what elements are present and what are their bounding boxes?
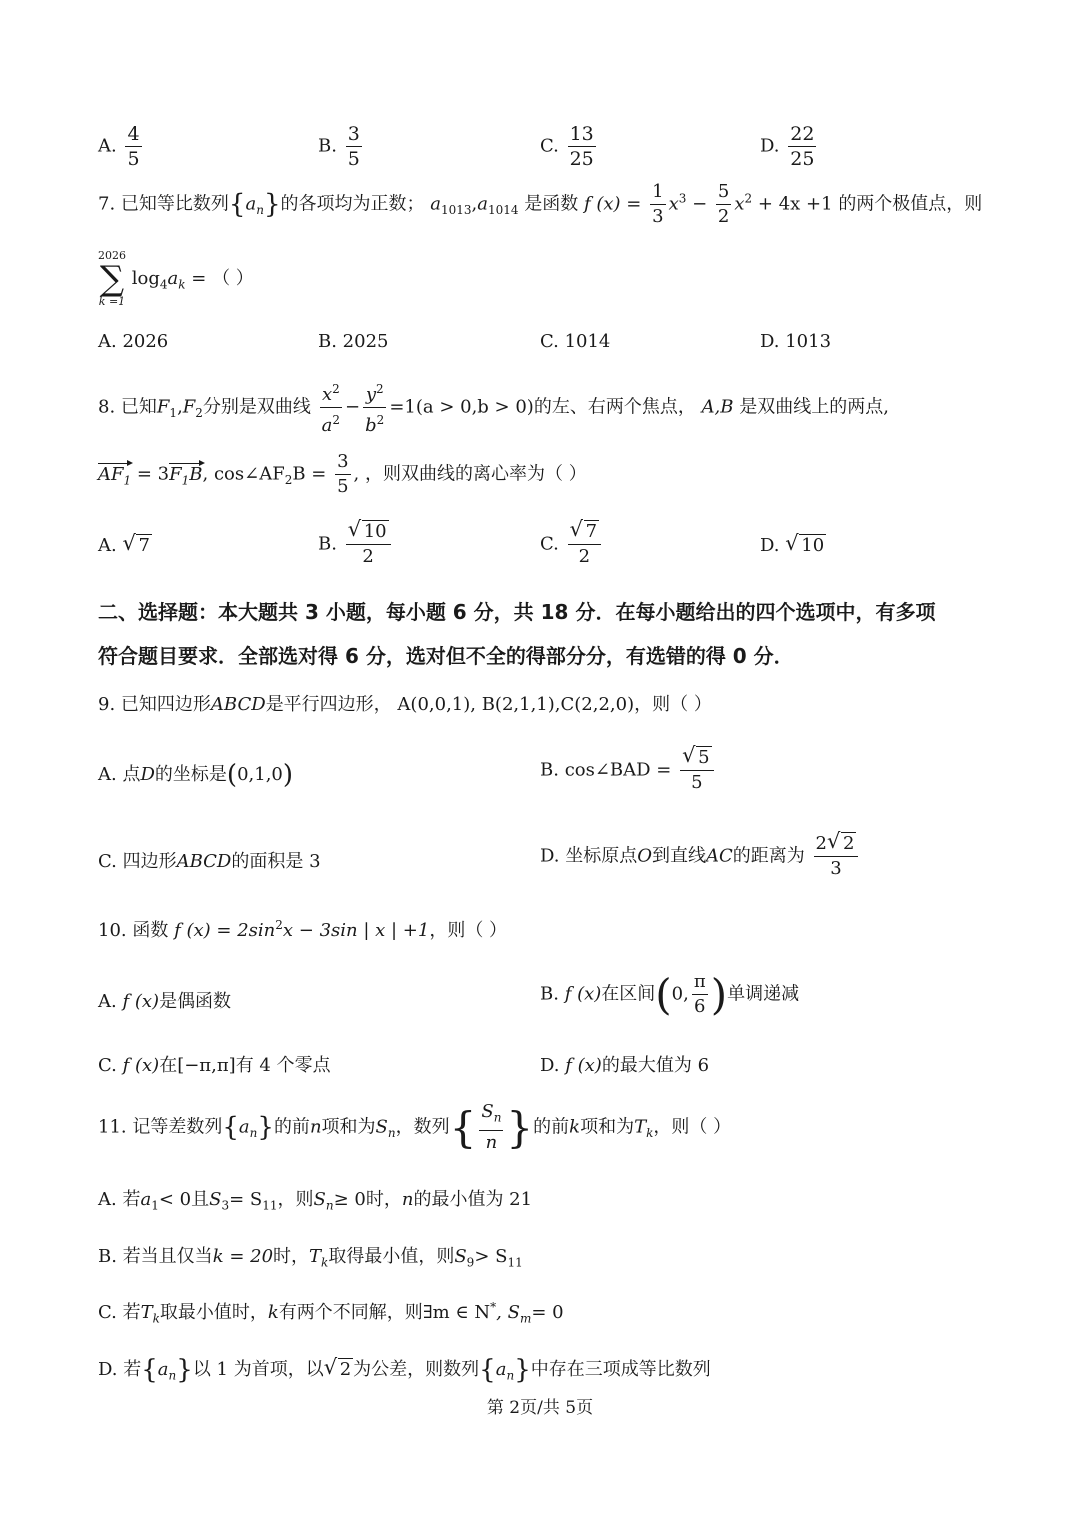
q11-option-d: D. 若$\{a_n\}$以 1 为首项，以√ 2 为公差，则数列$\{a_n\}$中存在三项成等比数列 [98,1355,711,1385]
section-2-heading-line-1: 二、选择题：本大题共 3 小题，每小题 6 分，共 18 分．在每小题给出的四个选项中，有多项 [98,600,936,624]
q7-stem: 7. 已知等比数列$\{a_n\}$的各项均为正数； $a_{1013},a_{1014}$ 是函数 f (x) = $\frac{1}{3}$ $x^3$ − $\frac{5}{2}$ $x^2 + 4x +1$ 的两个极值点，则 [98,181,983,227]
q11-option-c: C. 若$T_k$取最小值时，k有两个不同解，则∃m ∈ N*, $S_m= 0$ [98,1300,564,1326]
q10-option-a: A. f (x)是偶函数 [98,991,232,1012]
q8-option-b: B. √ $\frac{10}{2}$ [318,520,394,569]
q9-option-c: C. 四边形ABCD的面积是 3 [98,851,321,872]
q8-option-a: A. √ 7 [98,534,152,557]
q10-option-b: B. f (x)在区间(0, $\frac{\pi}{6}$ )单调递减 [540,970,800,1019]
q10-option-c: C. f (x)在[−π,π]有 4 个零点 [98,1055,331,1076]
q7-option-d: D. 1013 [760,331,832,352]
q6-option-b: B. $\frac{3}{5}$ [318,123,360,170]
q10-stem: 10. 函数 f $(x) = 2\sin^2x - 3\sin$ | x | +1，则（ ） [98,918,508,941]
q9-option-b: B. cos∠BAD = √ $\frac{5}{5}$ [540,746,717,795]
q7-option-b: B. 2025 [318,331,389,352]
q6-option-c: C. $\frac{13}{25}$ [540,123,594,170]
q8-option-d: D. √ 10 [760,534,826,557]
q11-option-b: B. 若当且仅当k = 20时，$T_k$取得最小值，则$S_9> S_{11}$ [98,1246,523,1270]
q9-option-a: A. 点D的坐标是(0,1,0) [98,760,294,790]
q7-sum: 2026 ∑ k =1 $\log_4a_k$ = （ ） [98,249,254,308]
section-2-heading-line-2: 符合题目要求．全部选对得 6 分，选对但不全的得部分分，有选错的得 0 分． [98,644,794,668]
q7-option-c: C. 1014 [540,331,611,352]
q11-stem: 11. 记等差数列$\{a_n\}$的前n项和为$S_n$，数列{ $\frac{S_n}{n}$ }的前k项和为$T_k$，则（ ） [98,1101,732,1153]
q8-stem: 8. 已知$F_1,F_2$分别是双曲线 $\frac{x^2}{a^2}$ − $\frac{y^2}{b^2}$ =1(a > 0,b > 0)的左、右两个焦点， A,B 是双曲线上的两点, [98,377,889,438]
q6-option-a: A. $\frac{4}{5}$ [98,123,140,170]
q8-option-c: C. √ $\frac{7}{2}$ [540,520,604,569]
q6-option-d: D. $\frac{22}{25}$ [760,123,815,170]
q10-option-d: D. f (x)的最大值为 6 [540,1055,710,1076]
q11-option-a: A. 若$a_1< 0$且$S_3= S_{11}$，则$S_n\ge 0$时，n的最小值为 21 [98,1189,533,1213]
q8-stem-2: $AF_1 = 3F_1B$, $\cos\angle AF_2B$ = $\frac{3}{5}$ , ，则双曲线的离心率为（ ） [98,451,587,497]
q7-option-a: A. 2026 [98,331,169,352]
q9-stem: 9. 已知四边形ABCD是平行四边形， A(0,0,1), B(2,1,1),C(2,2,0)，则（ ） [98,694,712,715]
q9-option-d: D. 坐标原点O到直线AC的距离为 $\frac{2√ 2}{3}$ [540,832,861,881]
page-number-footer: 第 2页/共 5页 [486,1398,594,1418]
